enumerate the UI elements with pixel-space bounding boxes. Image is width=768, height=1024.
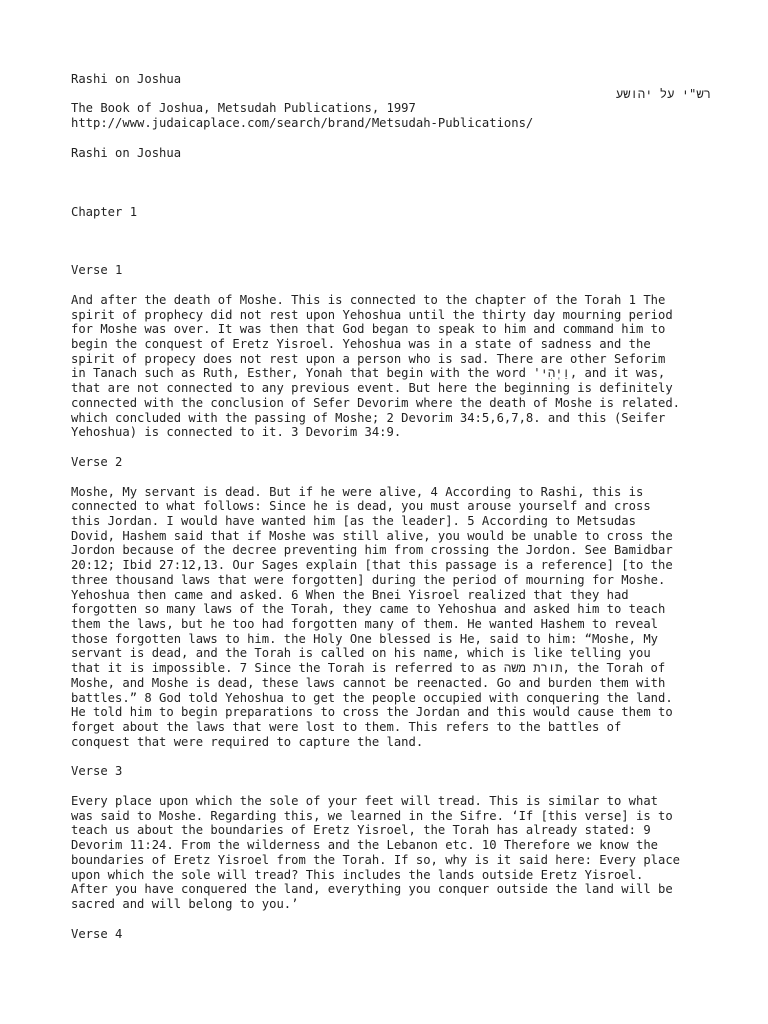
text-line: those forgotten laws to him. the Holy One blessed is He, said to him: “Moshe, My	[71, 631, 658, 646]
verse-heading: Verse 3	[71, 764, 123, 779]
text-line: this Jordan. I would have wanted him [as the leader]. 5 According to Metsudas	[71, 514, 636, 529]
text-line: spirit of propecy does not rest upon a person who is sad. There are other Seforim	[71, 351, 666, 366]
source-url: http://www.judaicaplace.com/search/brand/Metsudah-Publications/	[71, 116, 534, 131]
text-line: that are not connected to any previous event. But here the beginning is definitely	[71, 381, 673, 396]
text-line: battles.” 8 God told Yehoshua to get the people occupied with conquering the land.	[71, 690, 673, 705]
text-line: Moshe, My servant is dead. But if he were alive, 4 According to Rashi, this is	[71, 484, 644, 499]
text-line: 20:12; Ibid 27:12,13. Our Sages explain [that this passage is a reference] [to the	[71, 558, 673, 573]
text-line: Moshe, and Moshe is dead, these laws cannot be reenacted. Go and burden them with	[71, 675, 666, 690]
text-line: And after the death of Moshe. This is connected to the chapter of the Torah 1 The	[71, 292, 666, 307]
verse-2-commentary	[71, 485, 711, 750]
verse-3-commentary	[71, 794, 711, 912]
verse-heading: Verse 1	[71, 263, 123, 278]
text-line: forgotten so many laws of the Torah, they came to Yehoshua and asked him to teach	[71, 602, 666, 617]
text-line: begin the conquest of Eretz Yisroel. Yehoshua was in a state of sadness and the	[71, 337, 651, 352]
text-line: Devorim 11:24. From the wilderness and the Lebanon etc. 10 Therefore we know the	[71, 838, 658, 853]
text-line: three thousand laws that were forgotten] during the period of mourning for Moshe.	[71, 572, 666, 587]
subtitle: Rashi on Joshua	[71, 145, 182, 160]
text-line: He told him to begin preparations to cross the Jordan and this would cause them to	[71, 705, 673, 720]
text-line: that it is impossible. 7 Since the Torah is referred to as תורת משה, the Torah of	[71, 661, 666, 676]
verse-4-section	[71, 927, 711, 942]
verse-heading: Verse 2	[71, 454, 123, 469]
text-line: for Moshe was over. It was then that God began to speak to him and command him to	[71, 322, 666, 337]
chapter-heading: Chapter 1	[71, 204, 138, 219]
verse-2-section	[71, 455, 711, 749]
text-line: Yehoshua) is connected to it. 3 Devorim 34:9.	[71, 425, 402, 440]
text-line: Every place upon which the sole of your feet will tread. This is similar to what	[71, 794, 658, 809]
document-page	[71, 72, 711, 941]
text-line: forget about the laws that were lost to them. This refers to the battles of	[71, 719, 622, 734]
text-line: sacred and will belong to you.’	[71, 896, 299, 911]
text-line: connected with the conclusion of Sefer Devorim where the death of Moshe is related.	[71, 395, 681, 410]
source-citation: The Book of Joshua, Metsudah Publications, 1997	[71, 101, 416, 116]
text-line: Jordon because of the decree preventing him from crossing the Jordon. See Bamidbar	[71, 543, 673, 558]
hebrew-title: רש"י על יהושע	[615, 86, 711, 101]
text-line: conquest that were required to capture the land.	[71, 734, 424, 749]
document-title: Rashi on Joshua	[71, 72, 182, 86]
text-line: connected to what follows: Since he is dead, you must arouse yourself and cross	[71, 499, 651, 514]
text-line: in Tanach such as Ruth, Esther, Yonah that begin with the word 'וַיְהִי, and it was,	[71, 366, 666, 381]
text-line: After you have conquered the land, everything you conquer outside the land will be	[71, 882, 673, 897]
text-line: them the laws, but he too had forgotten many of them. He wanted Hashem to reveal	[71, 616, 658, 631]
text-line: boundaries of Eretz Yisroel from the Torah. If so, why is it said here: Every place	[71, 852, 681, 867]
verse-1-section	[71, 263, 711, 440]
text-line: upon which the sole will tread? This includes the lands outside Eretz Yisroel.	[71, 867, 644, 882]
text-line: servant is dead, and the Torah is called on his name, which is like telling you	[71, 646, 651, 661]
verse-3-section	[71, 764, 711, 911]
text-line: was said to Moshe. Regarding this, we learned in the Sifre. ‘If [this verse] is to	[71, 808, 673, 823]
text-line: spirit of prophecy did not rest upon Yehoshua until the thirty day mourning period	[71, 307, 673, 322]
text-line: teach us about the boundaries of Eretz Yisroel, the Torah has already stated: 9	[71, 823, 651, 838]
verse-heading: Verse 4	[71, 926, 123, 941]
text-line: Yehoshua then came and asked. 6 When the Bnei Yisroel realized that they had	[71, 587, 629, 602]
text-line: which concluded with the passing of Moshe; 2 Devorim 34:5,6,7,8. and this (Seifer	[71, 410, 666, 425]
text-line: Dovid, Hashem said that if Moshe was still alive, you would be unable to cross the	[71, 528, 673, 543]
verse-1-commentary	[71, 293, 711, 440]
